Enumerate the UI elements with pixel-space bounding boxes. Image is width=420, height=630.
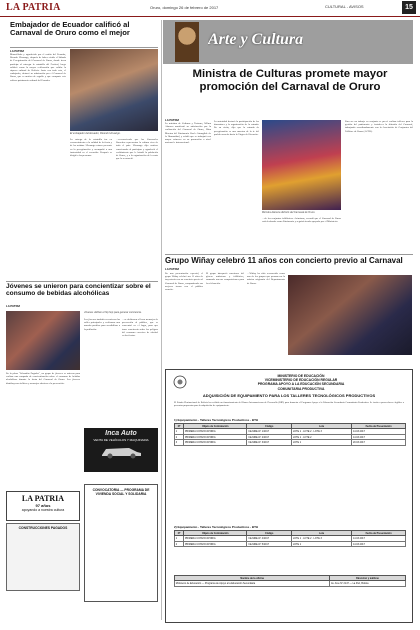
page-number: 15 bbox=[402, 1, 416, 14]
table-cell-date: 20.03.2017 bbox=[352, 440, 406, 446]
mona-lisa-illustration bbox=[175, 22, 199, 62]
table-cell-lote: LOTE 1 · LOTE 2 bbox=[292, 434, 352, 440]
table-cell-date: 14.03.2017 bbox=[352, 434, 406, 440]
youth-photo bbox=[6, 311, 80, 370]
ambassador-body-col1: Maravillado y agradecido por el cariño del Ecuador, Ricardo Ulcuango, después de haber vivido el Sábado de Peregrinación del Carnaval de Oruro, donde fuera partícipe al entregar la estatuilla del Festival, luego calificó como la mayor celebración que exhibe la riqueza cultural de Bolivia. Justo con todo esto, el embajador, destacó su admiración por el Carnaval de Oruro, que es motivo de orgullo y que comparte este valioso patrimonio cultural del Ecuador. bbox=[10, 53, 66, 82]
ad-title: CONSTRUCCIONES PAGADOS bbox=[18, 526, 68, 530]
housing-program-notice bbox=[84, 484, 158, 602]
ad-title: Inca Auto bbox=[105, 430, 137, 437]
winay-body-col2: El grupo interpretó canciones del género autóctono y folklórico, sumando nuevas composiciones para la celebración. bbox=[206, 272, 244, 285]
org-line: COMUNITARIA PRODUCTIVA bbox=[277, 386, 325, 391]
culture-section-title: Arte y Cultura bbox=[208, 31, 304, 48]
ad-title: LA PATRIA bbox=[21, 494, 65, 503]
autos-ad bbox=[84, 428, 158, 472]
tender-intro: El Estado Plurinacional de Bolivia ha recibido un financiamiento del Banco Interamericano de Desarrollo (BID) para financiar el Programa Apoyo a la Educación Secundaria Comunitaria Productiva. Se invita a proveedores elegibles a presentar propuestas para la adquisición de equipamiento. bbox=[174, 401, 404, 407]
lapatria-anniversary-ad bbox=[6, 491, 80, 521]
tender-contact-table bbox=[174, 575, 406, 587]
car-icon bbox=[99, 444, 143, 459]
tender-col-header: Código bbox=[247, 424, 292, 429]
table-cell-lote: LOTE 1 · LOTE 2 · LOTE 3 bbox=[292, 429, 352, 435]
ministry-photo-caption: Ministra Alanoca disfrutó del Carnaval de Oruro. bbox=[262, 211, 316, 214]
youth-byline: LA PATRIA bbox=[6, 304, 21, 308]
table-cell-date: 14.03.2017 bbox=[352, 536, 406, 542]
ministry-body-col2: La autoridad destacó la participación de los danzarines y la organización de la entrada. En su visita, dijo que la entrada de peregrinación es una muestra de la fe del pueblo orureño hacia la Virgen del Socavón. bbox=[214, 120, 259, 136]
tender-col-header: Fecha de Presentación bbox=[352, 531, 406, 536]
dateline: Oruro, domingo 26 de febrero de 2017 bbox=[150, 5, 219, 10]
ministry-headline: Ministra de Culturas promete mayor promoción del Carnaval de Oruro bbox=[192, 68, 388, 93]
tender-col-header: Lote bbox=[292, 424, 352, 429]
table-cell-date: 14.03.2017 bbox=[352, 429, 406, 435]
org-line: MINISTERIO DE EDUCACIÓN bbox=[277, 374, 325, 378]
coat-of-arms-icon bbox=[172, 375, 188, 389]
section-tag: CULTURAL - AVISOS bbox=[325, 4, 364, 9]
ministry-body-col3: …de los conjuntos folklóricos. Asimismo, recordó que el Carnaval de Oruro está declarado como Patrimonio y seguirá siendo apoyado por el Ministerio. bbox=[262, 217, 341, 224]
table-cell-obj: PRIMERA CONVOCATORIA bbox=[184, 440, 247, 446]
table-cell-obj: PRIMERA CONVOCATORIA bbox=[184, 429, 247, 435]
youth-photo-caption: Jóvenes utilizan el hip hop para generar conciencia. bbox=[84, 311, 142, 314]
tender-col-header: Código bbox=[247, 531, 292, 536]
table-cell-date: 14.03.2017 bbox=[352, 541, 406, 547]
table-cell-num: 1 bbox=[175, 536, 184, 542]
ambassador-headline: Embajador de Ecuador calificó al Carnaval de Oruro como el mejor bbox=[10, 21, 130, 38]
winay-body-col1: En una presentación especial, el grupo Wiñay celebró sus 11 años de trayectoria con un concierto previo al Carnaval de Oruro, compartiendo sus mejores temas con el público orureño. bbox=[165, 272, 203, 292]
divider bbox=[165, 254, 413, 255]
tender-title: ADQUISICIÓN DE EQUIPAMIENTO PARA LOS TALLERES TECNOLÓGICOS PRODUCTIVOS bbox=[202, 393, 376, 398]
divider bbox=[10, 47, 158, 48]
ministry-byline: LA PATRIA bbox=[165, 118, 180, 122]
table-cell-code: CE-MRE-Nº 1/2017 bbox=[247, 429, 292, 435]
winay-body-col3: …Wiñay ha sido reconocido como uno de los grupos que promueven la música originaria del Departamento de Oruro. bbox=[247, 272, 285, 285]
youth-body-col3: …se dedicaron a llevar mensajes de prevención al público, que se concentró en el lugar, para que tome conciencia sobre los peligros del consumo excesivo de alcohol en las fiestas. bbox=[122, 318, 158, 338]
table-cell-num: 3 bbox=[175, 440, 184, 446]
youth-headline: Jóvenes se unieron para concientizar sobre el consumo de bebidas alcohólicas bbox=[6, 283, 151, 298]
winay-photo bbox=[288, 275, 412, 355]
tender-col-header: Objeto de Contratación bbox=[184, 424, 247, 429]
contact-office: Ministerio de Educación — Programa de Apoyo a la Educación Secundaria bbox=[175, 581, 330, 587]
table-cell-lote: LOTE 1 · LOTE 2 · LOTE 3 bbox=[292, 536, 352, 542]
tender-col-header: Nº bbox=[175, 424, 184, 429]
tender-section-1: 1) Equipamiento - Talleres Tecnológicos Productivos - BTH bbox=[174, 418, 259, 422]
tender-organization bbox=[196, 374, 406, 391]
tender-table-1 bbox=[174, 423, 406, 446]
tender-table-2 bbox=[174, 530, 406, 547]
table-row bbox=[175, 440, 406, 446]
youth-body-col2: Los jóvenes también recorrieron las calles principales y realizaron una marcha pacífica para sensibilizar a la población. bbox=[84, 318, 120, 331]
contact-address: Av. Arce Nº 2147 — La Paz, Bolivia bbox=[330, 581, 406, 587]
divider bbox=[6, 281, 158, 282]
ambassador-photo bbox=[70, 49, 158, 131]
ministry-photo bbox=[262, 120, 341, 210]
table-cell-obj: PRIMERA CONVOCATORIA bbox=[184, 434, 247, 440]
table-cell-code: CE-MRE-Nº 3/2017 bbox=[247, 440, 292, 446]
tender-section-2: 2) Equipamiento - Talleres Tecnológicos Productivos - BTH bbox=[174, 525, 259, 529]
table-cell-obj: PRIMERA CONVOCATORIA bbox=[184, 536, 247, 542]
table-cell-lote: LOTE 1 bbox=[292, 440, 352, 446]
table-row bbox=[175, 541, 406, 547]
ministry-education-tender bbox=[165, 369, 413, 623]
table-cell-num: 1 bbox=[175, 429, 184, 435]
ministry-body-col1: La ministra de Culturas y Turismo, Wilma Alanoca manifestó su satisfacción por la realización del Carnaval de Oruro, Obra Maestra del Patrimonio Oral e Intangible de la Humanidad, y señaló que se trabajará con mayor esfuerzo en su promoción a nivel nacional e internacional. bbox=[165, 122, 211, 145]
newspaper-logo: LA PATRIA bbox=[6, 2, 61, 13]
ad-line: VENTA DE VEHÍCULOS Y MAQUINARIA bbox=[93, 438, 149, 442]
column-rule bbox=[161, 20, 162, 620]
ad-line: apoyando a nuestra cultura bbox=[21, 508, 65, 512]
tender-col-header: Nº bbox=[175, 531, 184, 536]
org-line: VICEMINISTERIO DE EDUCACIÓN REGULAR bbox=[264, 378, 338, 383]
table-cell-code: CE-MRE-Nº 5/2017 bbox=[247, 541, 292, 547]
table-cell-code: CE-MRE-Nº 4/2017 bbox=[247, 536, 292, 542]
ambassador-body-col3: …reconociendo que los Carnavales Orureños representan la cultura viva de todo el país. Ulcuango dijo sentirse emocionado al participar y agradeció el recibimiento que le brindó la población de Oruro, y a la organización del evento que lo reconoció. bbox=[116, 138, 158, 161]
winay-headline: Grupo Wiñay celebró 11 años con concierto previo al Carnaval bbox=[165, 256, 403, 265]
classified-ad bbox=[6, 523, 80, 591]
ministry-body-col4: Para ser un trabajo en conjunto se prevé realizar talleres para la gestión del patrimonio y fortalecer la difusión del Carnaval, trabajando coordinadamente con la Asociación de Conjuntos del Folklore de Oruro (ACFO). bbox=[345, 120, 413, 133]
ambassador-byline: LA PATRIA bbox=[10, 49, 25, 53]
ad-line: 97 años bbox=[35, 503, 51, 508]
ambassador-photo-caption: El embajador del Ecuador, Ricardo Ulcuango. bbox=[70, 132, 121, 135]
youth-body-col1: En la plaza "Sebastián Pagador", un grupo de jóvenes se unieron para realizar una campaña de concientización sobre el consumo de bebidas alcohólicas durante la fiesta del Carnaval de Oruro. Los jóvenes distribuyeron folletos y mensajes alusivos a la prevención. bbox=[6, 372, 80, 385]
table-cell-obj: PRIMERA CONVOCATORIA bbox=[184, 541, 247, 547]
contact-header: Dirección y teléfono bbox=[330, 576, 406, 581]
contact-header: Nombre de la oficina bbox=[175, 576, 330, 581]
table-cell-num: 2 bbox=[175, 434, 184, 440]
tender-col-header: Objeto de Contratación bbox=[184, 531, 247, 536]
winay-byline: LA PATRIA bbox=[165, 267, 180, 271]
tender-col-header: Fecha de Presentación bbox=[352, 424, 406, 429]
notice-title: CONVOCATORIA — PROGRAMA DE VIVIENDA SOCIAL Y SOLIDARIA bbox=[92, 488, 150, 496]
tender-col-header: Lote bbox=[292, 531, 352, 536]
table-cell-code: CE-MRE-Nº 2/2017 bbox=[247, 434, 292, 440]
org-line: PROGRAMA APOYO A LA EDUCACIÓN SECUNDARIA bbox=[257, 382, 345, 387]
table-cell-num: 2 bbox=[175, 541, 184, 547]
table-cell-lote: LOTE 1 bbox=[292, 541, 352, 547]
ambassador-body-col2: La entrega de la estatuilla fue en reconocimiento a la calidad de la fiesta y de los artistas. Ulcuango estuvo presente en la peregrinación y acompañó a una fraternidad en el recorrido. Después se dirigió a las personas. bbox=[70, 138, 112, 158]
